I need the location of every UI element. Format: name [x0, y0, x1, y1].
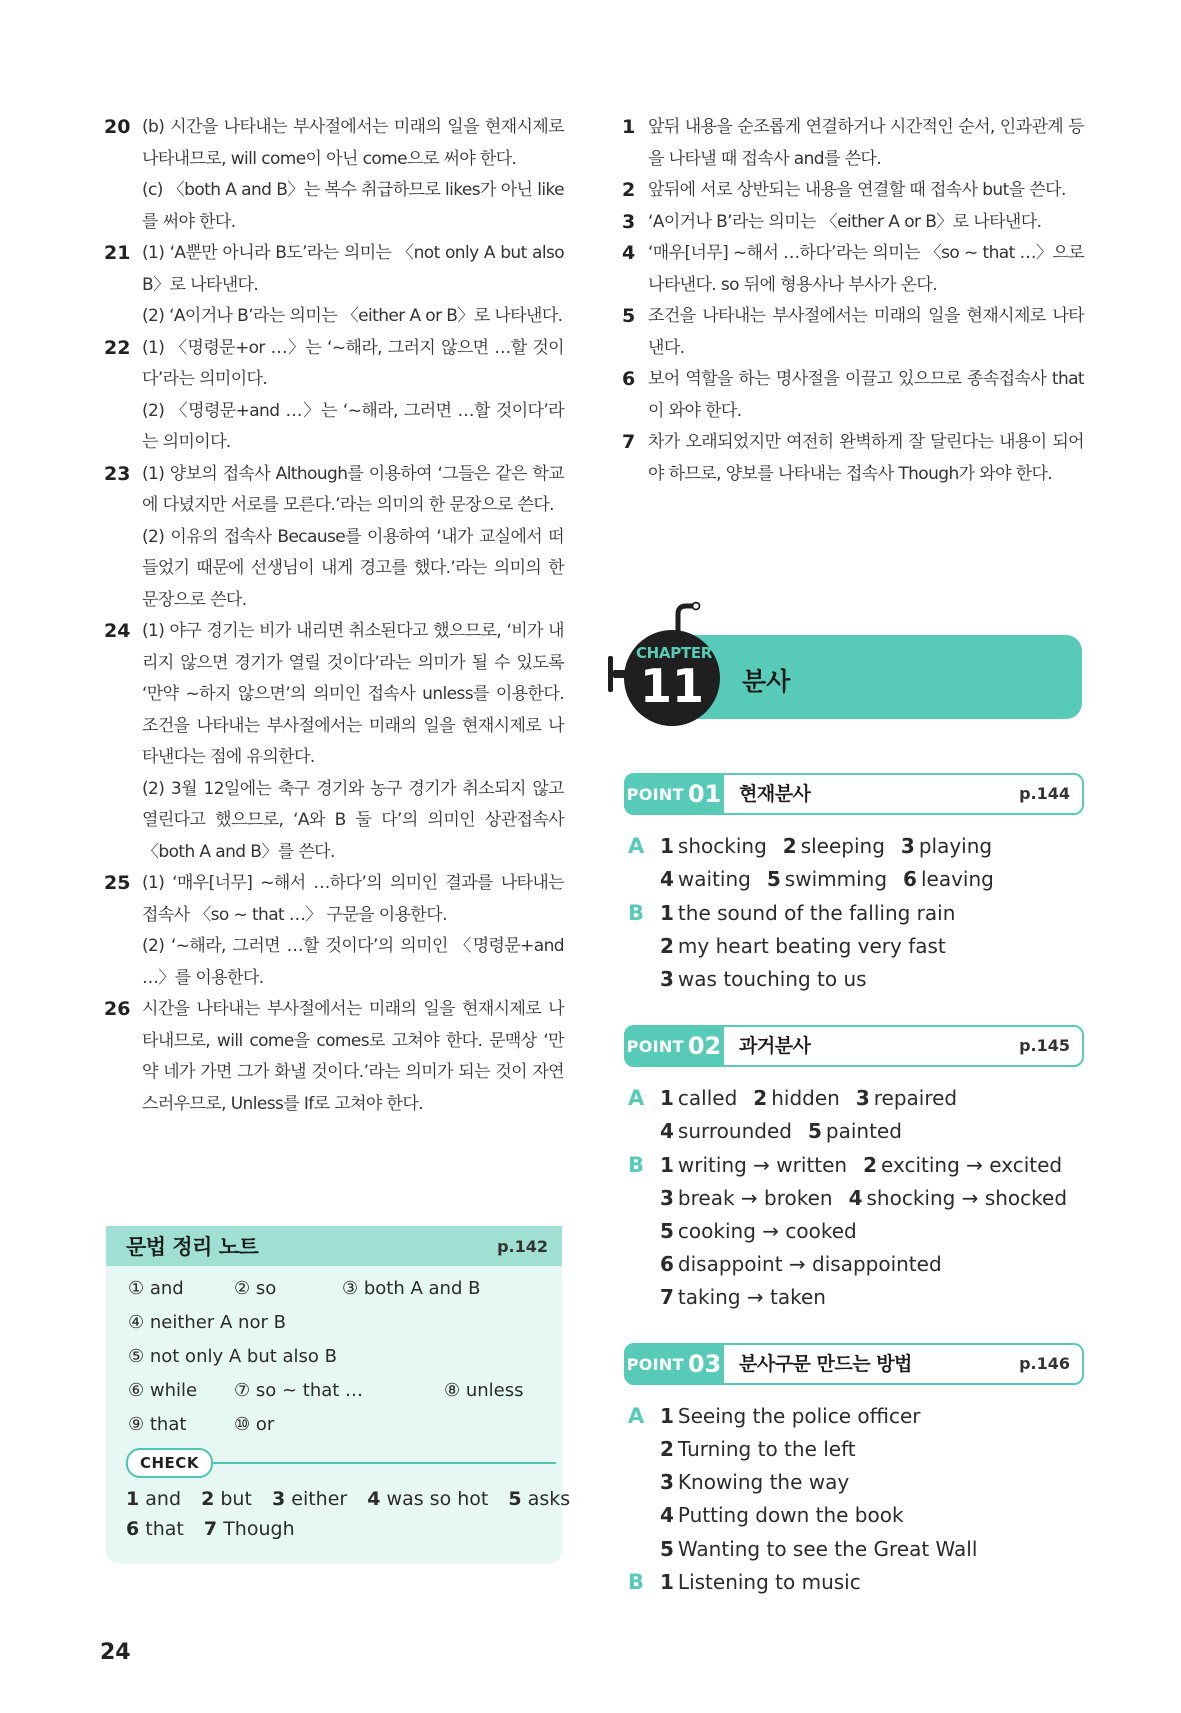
explanation-text: (2) 〈명령문+and …〉는 ‘~해라, 그러면 …할 것이다’라는 의미이다.: [142, 400, 564, 452]
chapter-banner: [606, 600, 1086, 726]
chapter-bar: [666, 635, 1082, 719]
answer-text: and: [145, 1488, 182, 1510]
explanation-text: (c) 〈both A and B〉는 복수 취급하므로 likes가 아닌 like를 써야 한다.: [142, 180, 564, 232]
page-number: 24: [100, 1640, 131, 1665]
section-letter-a: A: [628, 1404, 645, 1428]
explanation-text: 조건을 나타내는 부사절에서는 미래의 일을 현재시제로 나타낸다.: [648, 306, 1084, 358]
note-item: ⑥ while: [128, 1380, 198, 1401]
explanation-20: [104, 112, 564, 238]
item-number: 24: [104, 620, 131, 642]
explanation-22: [104, 333, 564, 459]
explanation-text: (1) 〈명령문+or …〉는 ‘~해라, 그러지 않으면 …할 것이다’라는 의미이다.: [142, 337, 564, 389]
explanation-text: (b) 시간을 나타내는 부사절에서는 미래의 일을 현재시제로 나타내므로, will come이 아닌 come으로 써야 한다.: [142, 117, 564, 169]
item-number: 5: [622, 305, 636, 327]
explanation-text: (2) 이유의 접속사 Because를 이용하여 ‘내가 교실에서 떠들었기 때문에 선생님이 내게 경고를 했다.’라는 의미의 한 문장으로 쓴다.: [142, 526, 564, 610]
section-letter-b: B: [628, 901, 645, 925]
grammar-note-box: [106, 1226, 571, 1564]
answer-text: was so hot: [386, 1488, 489, 1510]
explanation-text: 시간을 나타내는 부사절에서는 미래의 일을 현재시제로 나타내므로, will come을 comes로 고쳐야 한다. 문맥상 ‘만약 네가 가면 그가 화낼 것이다.’라는 의미가 되는 것이 자연스러우므로, Unless를 If로 고쳐야 한다.: [142, 999, 564, 1114]
item-number: 25: [104, 872, 131, 894]
point-title: 현재분사: [739, 783, 811, 805]
answer-number: 5: [508, 1488, 522, 1510]
item-number: 22: [104, 336, 131, 359]
item-number: 2: [622, 179, 636, 201]
point-title: 과거분사: [739, 1035, 811, 1057]
section-letter-a: A: [628, 1086, 645, 1110]
chapter-title: 분사: [742, 667, 791, 696]
explanation-24: [104, 616, 564, 868]
answer-number: 3: [271, 1488, 286, 1510]
note-item: ① and: [128, 1278, 184, 1299]
check-explanation-1: [622, 112, 1084, 175]
check-explanation-6: [622, 364, 1084, 427]
answer-text: Though: [223, 1518, 295, 1540]
check-explanation-2: [622, 175, 1084, 207]
point-label: [624, 1025, 724, 1067]
answer-text: but: [220, 1488, 252, 1510]
answer-number: 7: [203, 1518, 218, 1540]
explanation-text: ‘A이거나 B’라는 의미는 〈either A or B〉로 나타낸다.: [648, 211, 1042, 232]
explanation-text: 보어 역할을 하는 명사절을 이끌고 있으므로 종속접속사 that이 와야 한다.: [648, 369, 1084, 421]
note-item: ③ both A and B: [342, 1278, 481, 1299]
check-answers-row: [126, 1518, 295, 1540]
explanation-text: 앞뒤 내용을 순조롭게 연결하거나 시간적인 순서, 인과관계 등을 나타낼 때 접속사 and를 쓴다.: [648, 117, 1084, 169]
point-page-ref: p.144: [1019, 784, 1070, 803]
point-word: POINT: [626, 1036, 684, 1056]
note-page-ref: p.142: [497, 1236, 548, 1256]
answer-number: 6: [126, 1518, 140, 1540]
item-number: 4: [622, 242, 636, 264]
check-explanation-7: [622, 427, 1084, 490]
point-number: 01: [687, 780, 722, 808]
point-02-header: [624, 1025, 1084, 1067]
check-answers-row: [126, 1488, 570, 1510]
note-item: ⑧ unless: [444, 1380, 524, 1401]
section-letter-b: B: [628, 1570, 645, 1594]
check-header: [126, 1448, 546, 1478]
point-label: [624, 1343, 724, 1385]
check-label: CHECK: [126, 1448, 213, 1478]
point-03-header: [624, 1343, 1084, 1385]
explanation-text: 앞뒤에 서로 상반되는 내용을 연결할 때 접속사 but을 쓴다.: [648, 180, 1066, 200]
point-word: POINT: [626, 1354, 684, 1374]
point-page-ref: p.146: [1019, 1354, 1070, 1373]
left-column: [104, 112, 564, 1120]
point-page-ref: p.145: [1019, 1036, 1070, 1055]
note-header: [106, 1226, 562, 1266]
item-number: 26: [104, 998, 131, 1020]
note-item: ④ neither A nor B: [128, 1312, 286, 1333]
check-explanation-4: [622, 238, 1084, 301]
section-letter-a: A: [628, 834, 645, 858]
point-01-header: [624, 773, 1084, 815]
item-number: 3: [622, 210, 636, 233]
explanation-text: ‘매우[너무] ~해서 …하다’라는 의미는 〈so ~ that …〉으로 나타낸다. so 뒤에 형용사나 부사가 온다.: [648, 243, 1084, 295]
note-title: 문법 정리 노트: [126, 1235, 259, 1259]
item-number: 21: [104, 242, 131, 264]
explanation-21: [104, 238, 564, 333]
check-explanation-5: [622, 301, 1084, 364]
point-number: 03: [687, 1350, 722, 1378]
check-divider: [206, 1462, 556, 1464]
chapter-label: CHAPTER: [635, 644, 713, 662]
section-letter-b: B: [628, 1153, 645, 1177]
item-number: 20: [104, 116, 131, 138]
point-title: 분사구문 만드는 방법: [739, 1353, 912, 1375]
note-item: ⑦ so ~ that …: [234, 1380, 364, 1401]
note-item: ⑤ not only A but also B: [128, 1346, 337, 1367]
answer-text: that: [145, 1518, 184, 1540]
explanation-text: 차가 오래되었지만 여전히 완벽하게 잘 달린다는 내용이 되어야 하므로, 양보를 나타내는 접속사 Though가 와야 한다.: [648, 432, 1084, 484]
right-column: [622, 112, 1084, 490]
explanation-text: (2) ‘A이거나 B’라는 의미는 〈either A or B〉로 나타낸다.: [142, 306, 563, 326]
explanation-text: (1) 양보의 접속사 Although를 이용하여 ‘그들은 같은 학교에 다녔지만 서로를 모른다.’라는 의미의 한 문장으로 쓴다.: [142, 463, 564, 515]
chapter-number: 11: [639, 659, 704, 713]
explanation-text: (1) ‘A뿐만 아니라 B도’라는 의미는 〈not only A but also B〉로 나타낸다.: [142, 243, 564, 295]
item-number: 1: [622, 116, 636, 138]
answer-number: 4: [367, 1488, 381, 1510]
explanation-text: (1) ‘매우[너무] ~해서 …하다’의 의미인 결과를 나타내는 접속사 〈so ~ that …〉 구문을 이용한다.: [142, 873, 564, 925]
explanation-25: [104, 868, 564, 994]
explanation-26: [104, 994, 564, 1120]
explanation-text: (1) 야구 경기는 비가 내리면 취소된다고 했으므로, ‘비가 내리지 않으면 경기가 열릴 것이다’라는 의미가 될 수 있도록 ‘만약 ~하지 않으면’의 의미인 접속사 unless를 이용한다. 조건을 나타내는 부사절에서는 미래의 일을 현재시제로 나타낸다는 점에 유의한다.: [142, 621, 564, 767]
answer-text: either: [291, 1488, 348, 1510]
item-number: 23: [104, 462, 131, 485]
explanation-text: (2) ‘~해라, 그러면 …할 것이다’의 의미인 〈명령문+and …〉를 이용한다.: [142, 936, 564, 988]
item-number: 7: [622, 431, 636, 453]
explanation-23: [104, 459, 564, 617]
note-item: ⑩ or: [234, 1414, 275, 1435]
note-item: ⑨ that: [128, 1414, 187, 1435]
point-label: [624, 773, 724, 815]
item-number: 6: [622, 368, 636, 390]
point-number: 02: [687, 1032, 722, 1060]
answer-number: 2: [201, 1488, 215, 1510]
note-item: ② so: [234, 1278, 277, 1299]
answer-number: 1: [126, 1488, 140, 1510]
note-answers: [106, 1266, 562, 1434]
point-word: POINT: [626, 784, 684, 804]
explanation-text: (2) 3월 12일에는 축구 경기와 농구 경기가 취소되지 않고 열린다고 했으므로, ‘A와 B 둘 다’의 의미인 상관접속사 〈both A and B〉를 쓴다.: [142, 778, 564, 862]
answer-text: asks: [527, 1488, 571, 1510]
check-explanation-3: [622, 207, 1084, 239]
